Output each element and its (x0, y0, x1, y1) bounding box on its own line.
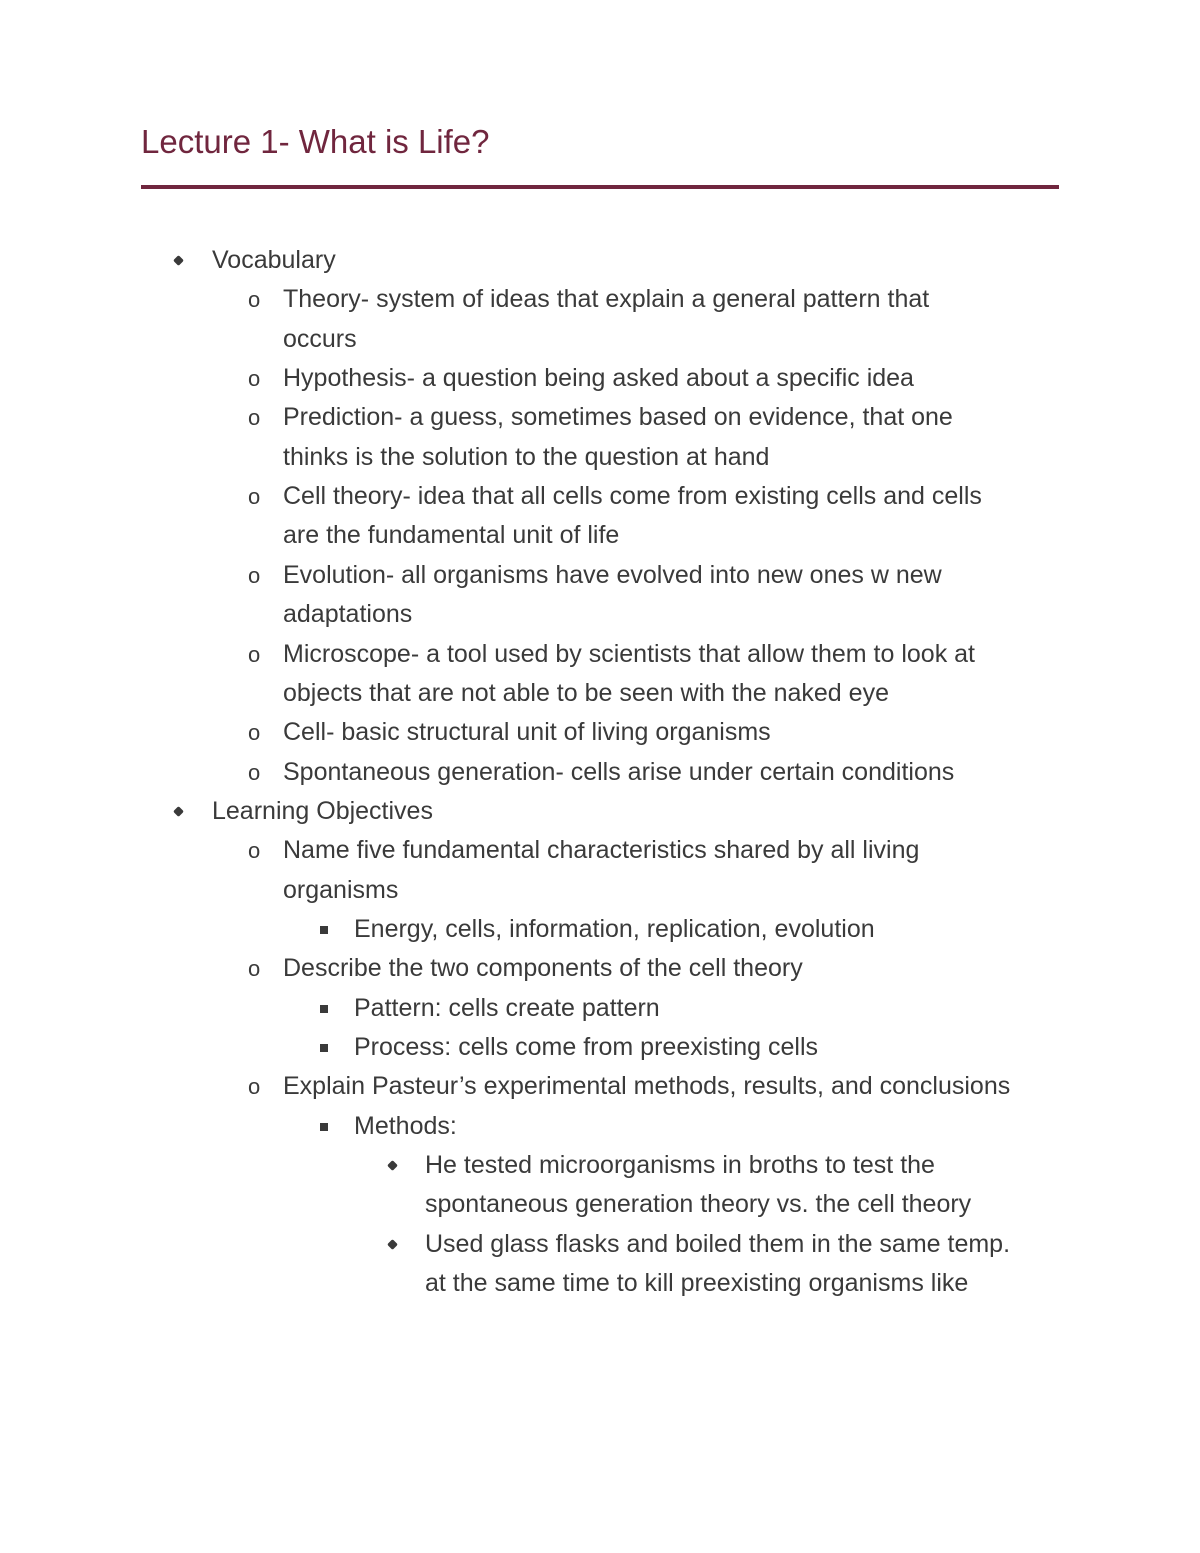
outline-item-text: Evolution- all organisms have evolved into new ones w new (283, 561, 942, 589)
circle-bullet-icon: o (248, 642, 261, 667)
square-bullet-icon (320, 1107, 328, 1146)
title-divider (141, 185, 1059, 189)
outline-item-text: Cell theory- idea that all cells come from existing cells and cells (283, 482, 982, 510)
outline-item-text: Prediction- a guess, sometimes based on evidence, that one (283, 403, 953, 431)
outline-item-text: objects that are not able to be seen with the naked eye (283, 679, 889, 707)
outline-item-text: He tested microorganisms in broths to test the (425, 1151, 935, 1179)
outline-item-text: Pattern: cells create pattern (354, 994, 660, 1022)
bullet-icon (174, 792, 183, 831)
outline-item-text: Vocabulary (212, 246, 336, 274)
outline-item-text: Spontaneous generation- cells arise under certain conditions (283, 758, 955, 786)
circle-bullet-icon: o (248, 563, 261, 588)
outline-item-text: Energy, cells, information, replication, evolution (354, 915, 875, 943)
circle-bullet-icon: o (248, 405, 261, 430)
outline-item-text: Hypothesis- a question being asked about a specific idea (283, 364, 914, 392)
bullet-icon (174, 241, 183, 280)
outline-item-text: thinks is the solution to the question at hand (283, 443, 770, 471)
square-bullet-icon (320, 989, 328, 1028)
outline-item-text: Learning Objectives (212, 797, 433, 825)
page-title: Lecture 1- What is Life? (141, 123, 490, 160)
outline-item-text: organisms (283, 876, 399, 904)
outline-item-text: Name five fundamental characteristics shared by all living (283, 836, 920, 864)
circle-bullet-icon: o (248, 366, 261, 391)
outline-item-text: are the fundamental unit of life (283, 521, 620, 549)
outline-item-text: Process: cells come from preexisting cells (354, 1033, 819, 1061)
outline-item-text: Theory- system of ideas that explain a general pattern that (283, 285, 930, 313)
outline-item-text: Microscope- a tool used by scientists that allow them to look at (283, 640, 975, 668)
circle-bullet-icon: o (248, 484, 261, 509)
outline-item-text: spontaneous generation theory vs. the cell theory (425, 1190, 972, 1218)
bullet-icon (388, 1146, 397, 1185)
outline-item-text: Cell- basic structural unit of living organisms (283, 718, 771, 746)
circle-bullet-icon: o (248, 760, 261, 785)
circle-bullet-icon: o (248, 838, 261, 863)
circle-bullet-icon: o (248, 956, 261, 981)
circle-bullet-icon: o (248, 720, 261, 745)
outline-item-text: adaptations (283, 600, 413, 628)
outline-item-text: Methods: (354, 1112, 457, 1140)
outline-item-text: at the same time to kill preexisting organisms like (425, 1269, 969, 1297)
square-bullet-icon (320, 1028, 328, 1067)
outline-item-text: occurs (283, 325, 357, 353)
bullet-icon (388, 1225, 397, 1264)
outline-item-text: Explain Pasteur’s experimental methods, results, and conclusions (283, 1072, 1011, 1100)
square-bullet-icon (320, 910, 328, 949)
circle-bullet-icon: o (248, 1074, 261, 1099)
circle-bullet-icon: o (248, 287, 261, 312)
outline-item-text: Used glass flasks and boiled them in the same temp. (425, 1230, 1011, 1258)
outline-item-text: Describe the two components of the cell theory (283, 954, 803, 982)
